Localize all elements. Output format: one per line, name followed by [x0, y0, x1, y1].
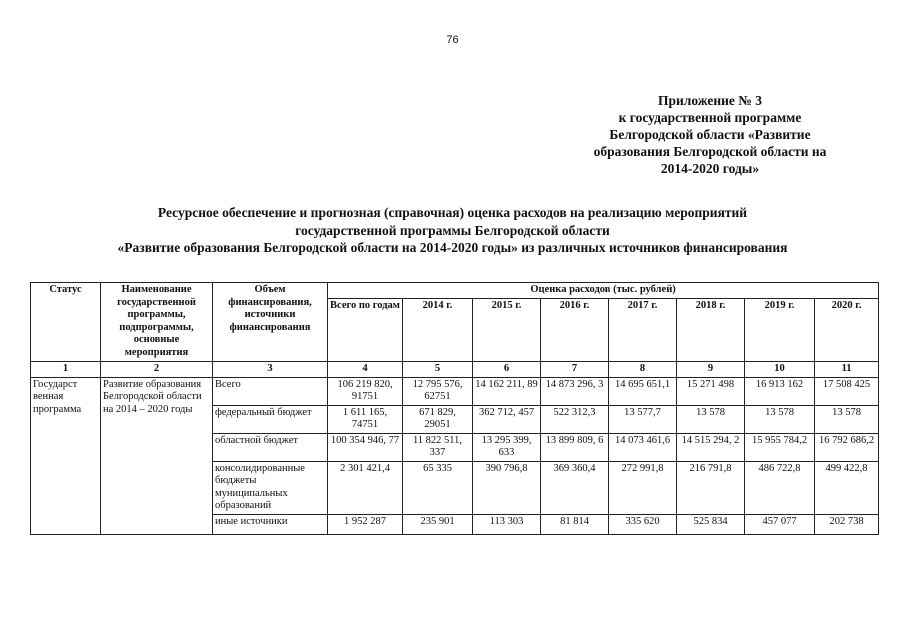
column-number: 3	[213, 362, 328, 378]
column-number: 6	[473, 362, 541, 378]
value-cell: 522 312,3	[541, 405, 609, 433]
value-cell: 65 335	[403, 461, 473, 514]
source-cell: областной бюджет	[213, 433, 328, 461]
value-cell: 499 422,8	[815, 461, 879, 514]
header-year: 2018 г.	[677, 298, 745, 362]
appendix-line: Белгородской области «Развитие	[609, 127, 811, 142]
header-year: 2016 г.	[541, 298, 609, 362]
value-cell: 16 913 162	[745, 377, 815, 405]
header-estimate-group: Оценка расходов (тыс. рублей)	[328, 283, 879, 299]
header-year: 2014 г.	[403, 298, 473, 362]
value-cell: 13 295 399, 633	[473, 433, 541, 461]
value-cell: 12 795 576, 62751	[403, 377, 473, 405]
status-cell: Государст венная программа	[31, 377, 101, 534]
title-line: Ресурсное обеспечение и прогнозная (справочная) оценка расходов на реализацию мероприятий	[157, 205, 748, 220]
appendix-line: к государственной программе	[618, 110, 802, 125]
header-volume: Объем финансирования, источники финансирования	[213, 283, 328, 362]
header-year: 2019 г.	[745, 298, 815, 362]
header-year: 2020 г.	[815, 298, 879, 362]
value-cell: 13 578	[745, 405, 815, 433]
value-cell: 100 354 946, 77	[328, 433, 403, 461]
value-cell: 14 162 211, 89	[473, 377, 541, 405]
source-cell: Всего	[213, 377, 328, 405]
column-number: 5	[403, 362, 473, 378]
appendix-line: Приложение № 3	[658, 93, 762, 108]
value-cell: 1 952 287	[328, 514, 403, 534]
value-cell: 11 822 511, 337	[403, 433, 473, 461]
value-cell: 17 508 425	[815, 377, 879, 405]
value-cell: 15 271 498	[677, 377, 745, 405]
value-cell: 81 814	[541, 514, 609, 534]
column-number: 8	[609, 362, 677, 378]
column-number: 7	[541, 362, 609, 378]
value-cell: 13 899 809, 6	[541, 433, 609, 461]
value-cell: 216 791,8	[677, 461, 745, 514]
header-status: Статус	[31, 283, 101, 362]
page-number: 76	[446, 34, 459, 46]
program-name-cell: Развитие образования Белгородской области на 2014 – 2020 годы	[101, 377, 213, 534]
value-cell: 2 301 421,4	[328, 461, 403, 514]
table-row	[31, 377, 879, 405]
value-cell: 13 578	[677, 405, 745, 433]
value-cell: 235 901	[403, 514, 473, 534]
source-cell: иные источники	[213, 514, 328, 534]
value-cell: 16 792 686,2	[815, 433, 879, 461]
value-cell: 13 578	[815, 405, 879, 433]
value-cell: 14 073 461,6	[609, 433, 677, 461]
title-line: «Развитие образования Белгородской области на 2014-2020 годы» из различных источников финансирования	[117, 240, 788, 255]
finance-table	[30, 282, 879, 535]
title-line: государственной программы Белгородской области	[295, 222, 610, 238]
value-cell: 14 873 296, 3	[541, 377, 609, 405]
value-cell: 113 303	[473, 514, 541, 534]
value-cell: 14 515 294, 2	[677, 433, 745, 461]
value-cell: 335 620	[609, 514, 677, 534]
column-number: 4	[328, 362, 403, 378]
value-cell: 13 577,7	[609, 405, 677, 433]
header-total: Всего по годам	[328, 298, 403, 362]
source-cell: консолидированные бюджеты муниципальных образований	[213, 461, 328, 514]
column-number: 1	[31, 362, 101, 378]
header-year: 2015 г.	[473, 298, 541, 362]
value-cell: 525 834	[677, 514, 745, 534]
value-cell: 362 712, 457	[473, 405, 541, 433]
value-cell: 15 955 784,2	[745, 433, 815, 461]
column-number: 2	[101, 362, 213, 378]
value-cell: 457 077	[745, 514, 815, 534]
source-cell: федеральный бюджет	[213, 405, 328, 433]
value-cell: 671 829, 29051	[403, 405, 473, 433]
appendix-line: 2014-2020 годы»	[660, 161, 760, 176]
column-number: 9	[677, 362, 745, 378]
value-cell: 486 722,8	[745, 461, 815, 514]
appendix-line: образования Белгородской области на	[593, 144, 827, 159]
column-number: 11	[815, 362, 879, 378]
value-cell: 202 738	[815, 514, 879, 534]
value-cell: 14 695 651,1	[609, 377, 677, 405]
appendix-header	[560, 92, 860, 177]
column-number: 10	[745, 362, 815, 378]
value-cell: 1 611 165, 74751	[328, 405, 403, 433]
column-numbers-row	[31, 362, 879, 378]
value-cell: 272 991,8	[609, 461, 677, 514]
header-name: Наименование государственной программы, подпрограммы, основные мероприятия	[101, 283, 213, 362]
value-cell: 106 219 820, 91751	[328, 377, 403, 405]
document-title	[40, 204, 865, 257]
value-cell: 390 796,8	[473, 461, 541, 514]
value-cell: 369 360,4	[541, 461, 609, 514]
header-year: 2017 г.	[609, 298, 677, 362]
